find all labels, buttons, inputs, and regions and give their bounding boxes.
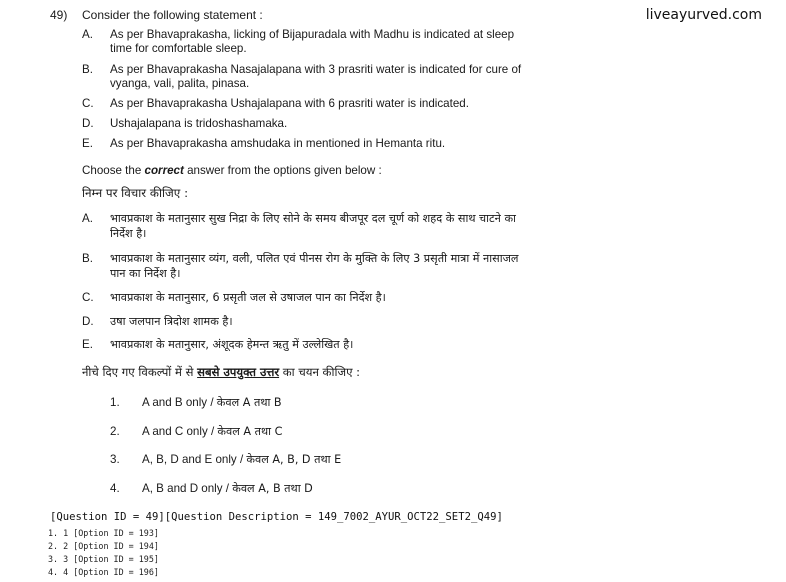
- hindi-choose-post: का चयन कीजिए :: [279, 365, 361, 379]
- option-number: 3.: [110, 453, 120, 466]
- option-english: A and C only /: [142, 425, 215, 438]
- option-id-line: 4. 4 [Option ID = 196]: [48, 567, 159, 577]
- choose-pre: Choose the: [82, 164, 145, 177]
- option-id-line: 3. 3 [Option ID = 195]: [48, 554, 159, 564]
- option-hindi: केवल A तथा C: [217, 425, 283, 438]
- statement-key: D.: [82, 117, 94, 130]
- hindi-statement-a: [82, 211, 522, 241]
- choose-post: answer from the options given below :: [183, 164, 382, 177]
- statement-text: As per Bhavaprakasha Nasajalapana with 3 prasriti water is indicated for cure of vyanga, vali, palita, pinasa.: [110, 63, 522, 90]
- statement-key: B.: [82, 63, 93, 76]
- statement-text: उषा जलपान त्रिदोश शामक है।: [110, 315, 233, 328]
- statement-text: भावप्रकाश के मतानुसार व्यंग, वली, पलित एवं पीनस रोग के मुक्ति के लिए 3 प्रसृती मात्रा में नासाजल पान का निर्देश है।: [110, 252, 519, 280]
- statement-text: भावप्रकाश के मतानुसार, 6 प्रसृती जल से उषाजल पान का निर्देश है।: [110, 291, 386, 304]
- statement-text: As per Bhavaprakasha amshudaka in mentioned in Hemanta ritu.: [110, 137, 446, 150]
- option-number: 4.: [110, 482, 120, 495]
- statement-key: C.: [82, 97, 94, 110]
- statement-text: भावप्रकाश के मतानुसार, अंशूदक हेमन्त ऋतु में उल्लेखित है।: [110, 338, 354, 351]
- statement-b: [82, 63, 522, 91]
- statement-key: E.: [82, 137, 93, 150]
- option-english: A, B and D only /: [142, 482, 229, 495]
- question-meta: [Question ID = 49][Question Description = 149_7002_AYUR_OCT22_SET2_Q49]: [50, 511, 503, 523]
- statement-text: As per Bhavaprakasha Ushajalapana with 6 prasriti water is indicated.: [110, 97, 469, 110]
- statement-d: [82, 117, 522, 131]
- hindi-statement-d: [82, 314, 522, 329]
- hindi-heading: निम्न पर विचार कीजिए :: [82, 186, 189, 200]
- statement-text: भावप्रकाश के मतानुसार सुख निद्रा के लिए सोने के समय बीजपूर दल चूर्ण को शहद के साथ चाटने का निर्देश है।: [110, 212, 516, 240]
- statement-key: D.: [82, 315, 94, 328]
- option-hindi: केवल A तथा B: [216, 396, 282, 409]
- statement-text: Ushajalapana is tridoshashamaka.: [110, 117, 288, 130]
- option-number: 2.: [110, 425, 120, 438]
- statement-text: As per Bhavaprakasha, licking of Bijapuradala with Madhu is indicated at sleep time for comfortable sleep.: [110, 28, 515, 55]
- statement-key: E.: [82, 338, 93, 351]
- statement-e: [82, 137, 522, 151]
- answer-option-1[interactable]: [110, 395, 282, 410]
- option-id-line: 2. 2 [Option ID = 194]: [48, 541, 159, 551]
- statement-c: [82, 97, 522, 111]
- option-hindi: केवल A, B, D तथा E: [246, 453, 342, 466]
- statement-key: B.: [82, 252, 93, 265]
- hindi-choose-pre: नीचे दिए गए विकल्पों में से: [82, 365, 198, 379]
- choose-instruction: [82, 164, 382, 177]
- site-watermark: liveayurved.com: [645, 7, 762, 23]
- hindi-statement-c: [82, 290, 522, 305]
- statement-key: C.: [82, 291, 94, 304]
- option-number: 1.: [110, 396, 120, 409]
- option-english: A, B, D and E only /: [142, 453, 244, 466]
- answer-option-4[interactable]: [110, 481, 313, 496]
- answer-option-3[interactable]: [110, 452, 341, 467]
- question-number: 49): [50, 8, 68, 22]
- option-id-line: 1. 1 [Option ID = 193]: [48, 528, 159, 538]
- hindi-statement-e: [82, 337, 522, 352]
- question-title: Consider the following statement :: [82, 8, 263, 22]
- statement-key: A.: [82, 212, 93, 225]
- choose-bold: correct: [144, 164, 184, 177]
- hindi-choose-bold: सबसे उपयुक्त उत्तर: [197, 365, 280, 379]
- statement-key: A.: [82, 28, 93, 41]
- hindi-statement-b: [82, 251, 522, 281]
- option-hindi: केवल A, B तथा D: [232, 482, 313, 495]
- statement-a: [82, 28, 522, 56]
- answer-option-2[interactable]: [110, 424, 282, 439]
- option-english: A and B only /: [142, 396, 214, 409]
- hindi-choose-instruction: [82, 365, 360, 380]
